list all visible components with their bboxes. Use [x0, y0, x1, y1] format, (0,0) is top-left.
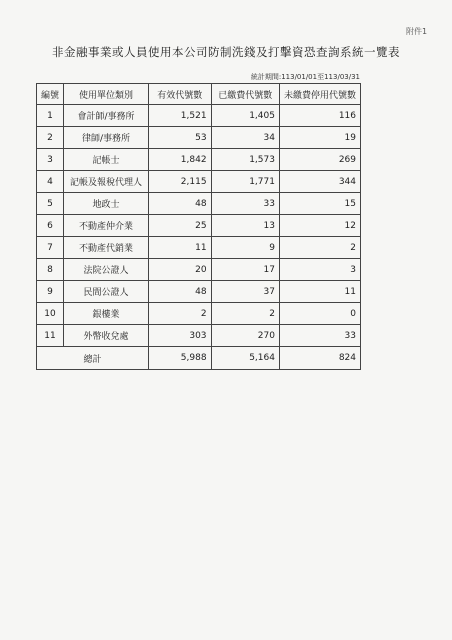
cell-paid: 37: [211, 281, 279, 303]
cell-valid: 20: [149, 259, 211, 281]
cell-valid: 303: [149, 325, 211, 347]
table-total-row: [37, 347, 361, 370]
statistics-period: 統計期間:113/01/01至113/03/31: [250, 73, 360, 81]
cell-unit: 外幣收兌處: [64, 325, 149, 347]
table-header-row: [37, 84, 361, 105]
cell-unpaid: 116: [279, 105, 360, 127]
table-row: [37, 237, 361, 259]
cell-valid: 2: [149, 303, 211, 325]
cell-number: 2: [37, 127, 64, 149]
cell-valid: 25: [149, 215, 211, 237]
header-valid-codes: 有效代號數: [149, 84, 211, 105]
cell-unpaid: 3: [279, 259, 360, 281]
table-row: [37, 193, 361, 215]
summary-table: [36, 83, 361, 370]
table-row: [37, 171, 361, 193]
cell-unit: 地政士: [64, 193, 149, 215]
cell-unpaid: 33: [279, 325, 360, 347]
cell-unpaid: 15: [279, 193, 360, 215]
cell-paid: 17: [211, 259, 279, 281]
cell-unpaid: 2: [279, 237, 360, 259]
cell-unpaid: 0: [279, 303, 360, 325]
header-unit-category: 使用單位類別: [64, 84, 149, 105]
cell-number: 9: [37, 281, 64, 303]
cell-unpaid: 344: [279, 171, 360, 193]
cell-unit: 民間公證人: [64, 281, 149, 303]
cell-number: 10: [37, 303, 64, 325]
cell-paid: 2: [211, 303, 279, 325]
cell-number: 4: [37, 171, 64, 193]
cell-unit: 不動產仲介業: [64, 215, 149, 237]
cell-valid: 11: [149, 237, 211, 259]
table-row: [37, 105, 361, 127]
cell-unit: 銀樓業: [64, 303, 149, 325]
cell-paid: 1,573: [211, 149, 279, 171]
cell-unpaid: 12: [279, 215, 360, 237]
table-row: [37, 325, 361, 347]
cell-number: 8: [37, 259, 64, 281]
cell-paid: 1,771: [211, 171, 279, 193]
cell-number: 3: [37, 149, 64, 171]
cell-valid: 48: [149, 193, 211, 215]
table-row: [37, 281, 361, 303]
cell-unit: 記帳士: [64, 149, 149, 171]
table-row: [37, 303, 361, 325]
total-unpaid: 824: [279, 347, 360, 370]
cell-unit: 律師/事務所: [64, 127, 149, 149]
total-valid: 5,988: [149, 347, 211, 370]
header-paid-codes: 已繳費代號數: [211, 84, 279, 105]
cell-paid: 1,405: [211, 105, 279, 127]
header-number: 編號: [37, 84, 64, 105]
cell-valid: 53: [149, 127, 211, 149]
cell-number: 1: [37, 105, 64, 127]
cell-number: 5: [37, 193, 64, 215]
document-title: 非金融事業或人員使用本公司防制洗錢及打擊資恐查詢系統一覽表: [52, 45, 400, 59]
cell-unit: 記帳及報稅代理人: [64, 171, 149, 193]
cell-valid: 1,842: [149, 149, 211, 171]
header-unpaid-codes: 未繳費停用代號數: [279, 84, 360, 105]
cell-number: 7: [37, 237, 64, 259]
cell-valid: 48: [149, 281, 211, 303]
cell-valid: 1,521: [149, 105, 211, 127]
cell-paid: 13: [211, 215, 279, 237]
table-row: [37, 259, 361, 281]
cell-unit: 不動產代銷業: [64, 237, 149, 259]
table-row: [37, 127, 361, 149]
cell-number: 11: [37, 325, 64, 347]
annex-label: 附件1: [406, 27, 428, 36]
table-row: [37, 215, 361, 237]
cell-unit: 會計師/事務所: [64, 105, 149, 127]
total-paid: 5,164: [211, 347, 279, 370]
cell-paid: 9: [211, 237, 279, 259]
cell-unpaid: 269: [279, 149, 360, 171]
table-row: [37, 149, 361, 171]
cell-unit: 法院公證人: [64, 259, 149, 281]
cell-valid: 2,115: [149, 171, 211, 193]
cell-paid: 33: [211, 193, 279, 215]
total-label: 總計: [37, 347, 149, 370]
cell-paid: 270: [211, 325, 279, 347]
cell-unpaid: 19: [279, 127, 360, 149]
cell-paid: 34: [211, 127, 279, 149]
cell-number: 6: [37, 215, 64, 237]
cell-unpaid: 11: [279, 281, 360, 303]
